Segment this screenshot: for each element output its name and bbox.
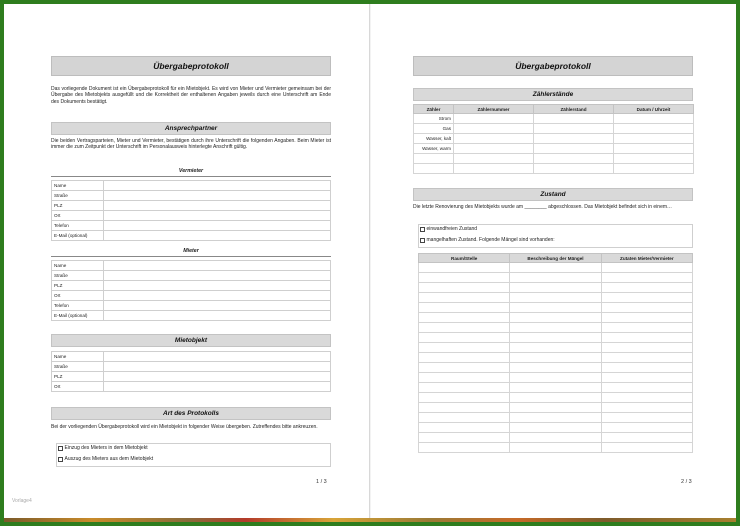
defect-row — [419, 363, 693, 373]
meter-header-cell: Zähler — [414, 105, 454, 114]
meter-type-label: Wasser, warm — [414, 144, 454, 154]
defect-cell[interactable] — [419, 363, 510, 373]
defect-cell[interactable] — [419, 263, 510, 273]
defect-cell[interactable] — [601, 323, 692, 333]
tenant-label: Mieter — [183, 248, 199, 254]
form-field-label: PLZ — [52, 281, 104, 291]
form-field-input[interactable] — [104, 372, 331, 382]
defect-cell[interactable] — [419, 293, 510, 303]
meter-value-cell[interactable] — [614, 164, 694, 174]
meter-table — [413, 104, 694, 174]
protocol-section-title: Art des Protokolls — [51, 407, 331, 420]
defect-row — [419, 283, 693, 293]
form-row — [52, 291, 331, 301]
meter-value-cell[interactable] — [534, 124, 614, 134]
form-row — [52, 372, 331, 382]
meter-header-cell: Datum / Uhrzeit — [614, 105, 694, 114]
defect-cell[interactable] — [601, 273, 692, 283]
defect-cell[interactable] — [510, 293, 601, 303]
form-field-label: E-Mail (optional) — [52, 311, 104, 321]
form-row — [52, 281, 331, 291]
page-1-number: 1 / 3 — [316, 479, 327, 485]
form-row — [52, 221, 331, 231]
defect-header-cell: Raum/Stelle — [419, 254, 510, 263]
form-row — [52, 271, 331, 281]
form-row — [52, 261, 331, 271]
defect-cell[interactable] — [419, 403, 510, 413]
checkbox-icon[interactable] — [58, 457, 63, 462]
form-field-label: Straße — [52, 362, 104, 372]
object-form — [51, 351, 331, 392]
defect-cell[interactable] — [510, 303, 601, 313]
form-row — [52, 231, 331, 241]
meter-value-cell[interactable] — [454, 164, 534, 174]
defect-cell[interactable] — [510, 433, 601, 443]
bottom-color-strip — [4, 518, 736, 522]
meter-row — [414, 124, 694, 134]
meter-type-label: Strom — [414, 114, 454, 124]
defect-row — [419, 303, 693, 313]
defect-cell[interactable] — [601, 383, 692, 393]
option-good-condition[interactable] — [420, 226, 477, 232]
option-move-in[interactable] — [58, 445, 148, 451]
form-field-input[interactable] — [104, 191, 331, 201]
meter-value-cell[interactable] — [454, 124, 534, 134]
meter-row — [414, 164, 694, 174]
form-field-label: Name — [52, 181, 104, 191]
form-field-input[interactable] — [104, 291, 331, 301]
form-row — [52, 362, 331, 372]
option-defective-condition[interactable] — [420, 237, 555, 243]
form-field-label: Ort — [52, 291, 104, 301]
form-field-input[interactable] — [104, 382, 331, 392]
defect-cell[interactable] — [419, 303, 510, 313]
condition-text: Die letzte Renovierung des Mietobjekts wurde am ________ abgeschlossen. Das Mietobjekt befindet sich in einem… — [413, 204, 673, 210]
checkbox-icon[interactable] — [58, 446, 63, 451]
defect-cell[interactable] — [601, 413, 692, 423]
option-move-in-label: Einzug des Mieters in dem Mietobjekt — [64, 445, 148, 451]
form-field-label: PLZ — [52, 372, 104, 382]
form-field-input[interactable] — [104, 311, 331, 321]
defect-row — [419, 293, 693, 303]
form-field-input[interactable] — [104, 181, 331, 191]
form-row — [52, 181, 331, 191]
meter-value-cell[interactable] — [534, 114, 614, 124]
meters-section-title: Zählerstände — [413, 88, 693, 101]
meter-row — [414, 114, 694, 124]
defect-cell[interactable] — [510, 413, 601, 423]
defect-cell[interactable] — [419, 333, 510, 343]
meter-header-cell: Zählernummer — [454, 105, 534, 114]
meter-value-cell[interactable] — [614, 134, 694, 144]
form-row — [52, 301, 331, 311]
defect-cell[interactable] — [601, 423, 692, 433]
defect-cell[interactable] — [419, 273, 510, 283]
meter-value-cell[interactable] — [454, 134, 534, 144]
landlord-form — [51, 180, 331, 241]
contact-text: Die beiden Vertragsparteien, Mieter und Vermieter, bestätigen durch ihre Unterschrift die folgenden Angaben. Beim Mieter ist immer die zum Zeitpunkt der Unterschrift im Personalausweis hinterlegte Anschrift gültig. — [51, 138, 331, 151]
meter-header-cell: Zählerstand — [534, 105, 614, 114]
defect-cell[interactable] — [510, 323, 601, 333]
form-field-label: Name — [52, 261, 104, 271]
meter-value-cell[interactable] — [454, 144, 534, 154]
form-row — [52, 201, 331, 211]
defect-row — [419, 423, 693, 433]
page-2 — [371, 4, 736, 518]
defect-cell[interactable] — [601, 303, 692, 313]
form-field-label: E-Mail (optional) — [52, 231, 104, 241]
page-2-number: 2 / 3 — [681, 479, 692, 485]
defect-cell[interactable] — [419, 423, 510, 433]
meter-value-cell[interactable] — [534, 144, 614, 154]
tenant-divider — [51, 256, 331, 257]
form-field-label: Straße — [52, 271, 104, 281]
meter-type-label — [414, 164, 454, 174]
form-field-label: Name — [52, 352, 104, 362]
meter-row — [414, 144, 694, 154]
defect-cell[interactable] — [510, 313, 601, 323]
form-row — [52, 311, 331, 321]
form-field-input[interactable] — [104, 352, 331, 362]
document-frame — [4, 4, 736, 518]
meter-value-cell[interactable] — [614, 154, 694, 164]
protocol-text: Bei der vorliegenden Übergabeprotokoll wird ein Mietobjekt in folgender Weise übergeben. Zutreffendes bitte ankreuzen. — [51, 424, 318, 430]
meter-value-cell[interactable] — [614, 124, 694, 134]
meter-row — [414, 154, 694, 164]
form-field-input[interactable] — [104, 221, 331, 231]
defect-row — [419, 393, 693, 403]
defect-cell[interactable] — [419, 323, 510, 333]
defect-cell[interactable] — [510, 343, 601, 353]
defect-cell[interactable] — [419, 393, 510, 403]
defect-cell[interactable] — [510, 333, 601, 343]
form-row — [52, 191, 331, 201]
meter-type-label: Wasser, kalt — [414, 134, 454, 144]
defect-cell[interactable] — [510, 363, 601, 373]
meter-value-cell[interactable] — [454, 114, 534, 124]
defect-cell[interactable] — [601, 333, 692, 343]
meter-type-label: Gas — [414, 124, 454, 134]
defect-row — [419, 443, 693, 453]
form-field-label: Telefon — [52, 301, 104, 311]
defect-cell[interactable] — [510, 263, 601, 273]
form-field-input[interactable] — [104, 271, 331, 281]
form-field-label: Ort — [52, 382, 104, 392]
defect-cell[interactable] — [419, 283, 510, 293]
meter-value-cell[interactable] — [534, 134, 614, 144]
defect-cell[interactable] — [601, 433, 692, 443]
form-row — [52, 352, 331, 362]
defect-cell[interactable] — [419, 313, 510, 323]
form-field-label: Telefon — [52, 221, 104, 231]
form-field-label: Ort — [52, 211, 104, 221]
option-defective-condition-label: mangelhaften Zustand. Folgende Mängel sind vorhanden: — [426, 237, 555, 243]
meter-header-row — [414, 105, 694, 114]
defect-row — [419, 413, 693, 423]
meter-value-cell[interactable] — [534, 164, 614, 174]
meter-value-cell[interactable] — [614, 114, 694, 124]
defect-cell[interactable] — [601, 393, 692, 403]
defect-row — [419, 263, 693, 273]
defect-cell[interactable] — [510, 373, 601, 383]
defect-cell[interactable] — [601, 283, 692, 293]
defect-row — [419, 343, 693, 353]
defect-cell[interactable] — [510, 443, 601, 453]
defect-row — [419, 383, 693, 393]
meter-value-cell[interactable] — [454, 154, 534, 164]
defect-cell[interactable] — [510, 403, 601, 413]
meter-type-label — [414, 154, 454, 164]
form-field-input[interactable] — [104, 201, 331, 211]
defect-row — [419, 273, 693, 283]
defect-cell[interactable] — [601, 343, 692, 353]
defect-cell[interactable] — [419, 413, 510, 423]
option-move-out[interactable] — [58, 456, 153, 462]
watermark: Vorlage4 — [12, 498, 32, 504]
form-field-input[interactable] — [104, 261, 331, 271]
defect-row — [419, 433, 693, 443]
form-row — [52, 382, 331, 392]
defect-header-cell: Beschreibung der Mängel — [510, 254, 601, 263]
checkbox-icon[interactable] — [420, 238, 425, 243]
form-field-input[interactable] — [104, 211, 331, 221]
defect-row — [419, 313, 693, 323]
defect-cell[interactable] — [419, 433, 510, 443]
defect-cell[interactable] — [510, 383, 601, 393]
form-field-input[interactable] — [104, 301, 331, 311]
object-section-title: Mietobjekt — [51, 334, 331, 347]
form-field-input[interactable] — [104, 231, 331, 241]
defect-cell[interactable] — [419, 443, 510, 453]
meter-value-cell[interactable] — [534, 154, 614, 164]
defect-cell[interactable] — [601, 353, 692, 363]
form-field-input[interactable] — [104, 281, 331, 291]
page-1 — [4, 4, 370, 518]
intro-text: Das vorliegende Dokument ist ein Übergabeprotokoll für ein Mietobjekt. Es wird von Mieter und Vermieter gemeinsam bei der Übergabe des Mietobjekts ausgefüllt und die Korrektheit der enthaltenen Angaben jeweils durch eine Unterschrift am Ende des Dokuments bestätigt. — [51, 86, 331, 105]
tenant-form — [51, 260, 331, 321]
form-field-label: Straße — [52, 191, 104, 201]
defect-cell[interactable] — [510, 423, 601, 433]
defect-cell[interactable] — [601, 263, 692, 273]
contact-section-title: Ansprechpartner — [51, 122, 331, 135]
defect-cell[interactable] — [601, 403, 692, 413]
defect-cell[interactable] — [601, 443, 692, 453]
form-field-label: PLZ — [52, 201, 104, 211]
form-field-input[interactable] — [104, 362, 331, 372]
defect-cell[interactable] — [419, 343, 510, 353]
defect-header-row — [419, 254, 693, 263]
condition-section-title: Zustand — [413, 188, 693, 201]
defect-cell[interactable] — [419, 383, 510, 393]
defect-row — [419, 403, 693, 413]
checkbox-icon[interactable] — [420, 227, 425, 232]
option-move-out-label: Auszug des Mieters aus dem Mietobjekt — [64, 456, 154, 462]
defect-row — [419, 323, 693, 333]
defect-cell[interactable] — [601, 363, 692, 373]
defect-cell[interactable] — [601, 313, 692, 323]
defect-cell[interactable] — [510, 353, 601, 363]
defect-cell[interactable] — [601, 293, 692, 303]
defect-cell[interactable] — [419, 373, 510, 383]
defect-cell[interactable] — [510, 393, 601, 403]
defect-table — [418, 253, 693, 453]
option-good-condition-label: einwandfreien Zustand — [426, 226, 478, 232]
defect-header-cell: Zutaten Mieter/Vermieter — [601, 254, 692, 263]
defect-cell[interactable] — [510, 273, 601, 283]
landlord-divider — [51, 176, 331, 177]
page-1-title: Übergabeprotokoll — [51, 56, 331, 76]
defect-row — [419, 333, 693, 343]
landlord-label: Vermieter — [178, 168, 204, 174]
defect-row — [419, 353, 693, 363]
defect-cell[interactable] — [419, 353, 510, 363]
meter-value-cell[interactable] — [614, 144, 694, 154]
defect-cell[interactable] — [601, 373, 692, 383]
defect-cell[interactable] — [510, 283, 601, 293]
page-2-title: Übergabeprotokoll — [413, 56, 693, 76]
form-row — [52, 211, 331, 221]
meter-row — [414, 134, 694, 144]
defect-row — [419, 373, 693, 383]
